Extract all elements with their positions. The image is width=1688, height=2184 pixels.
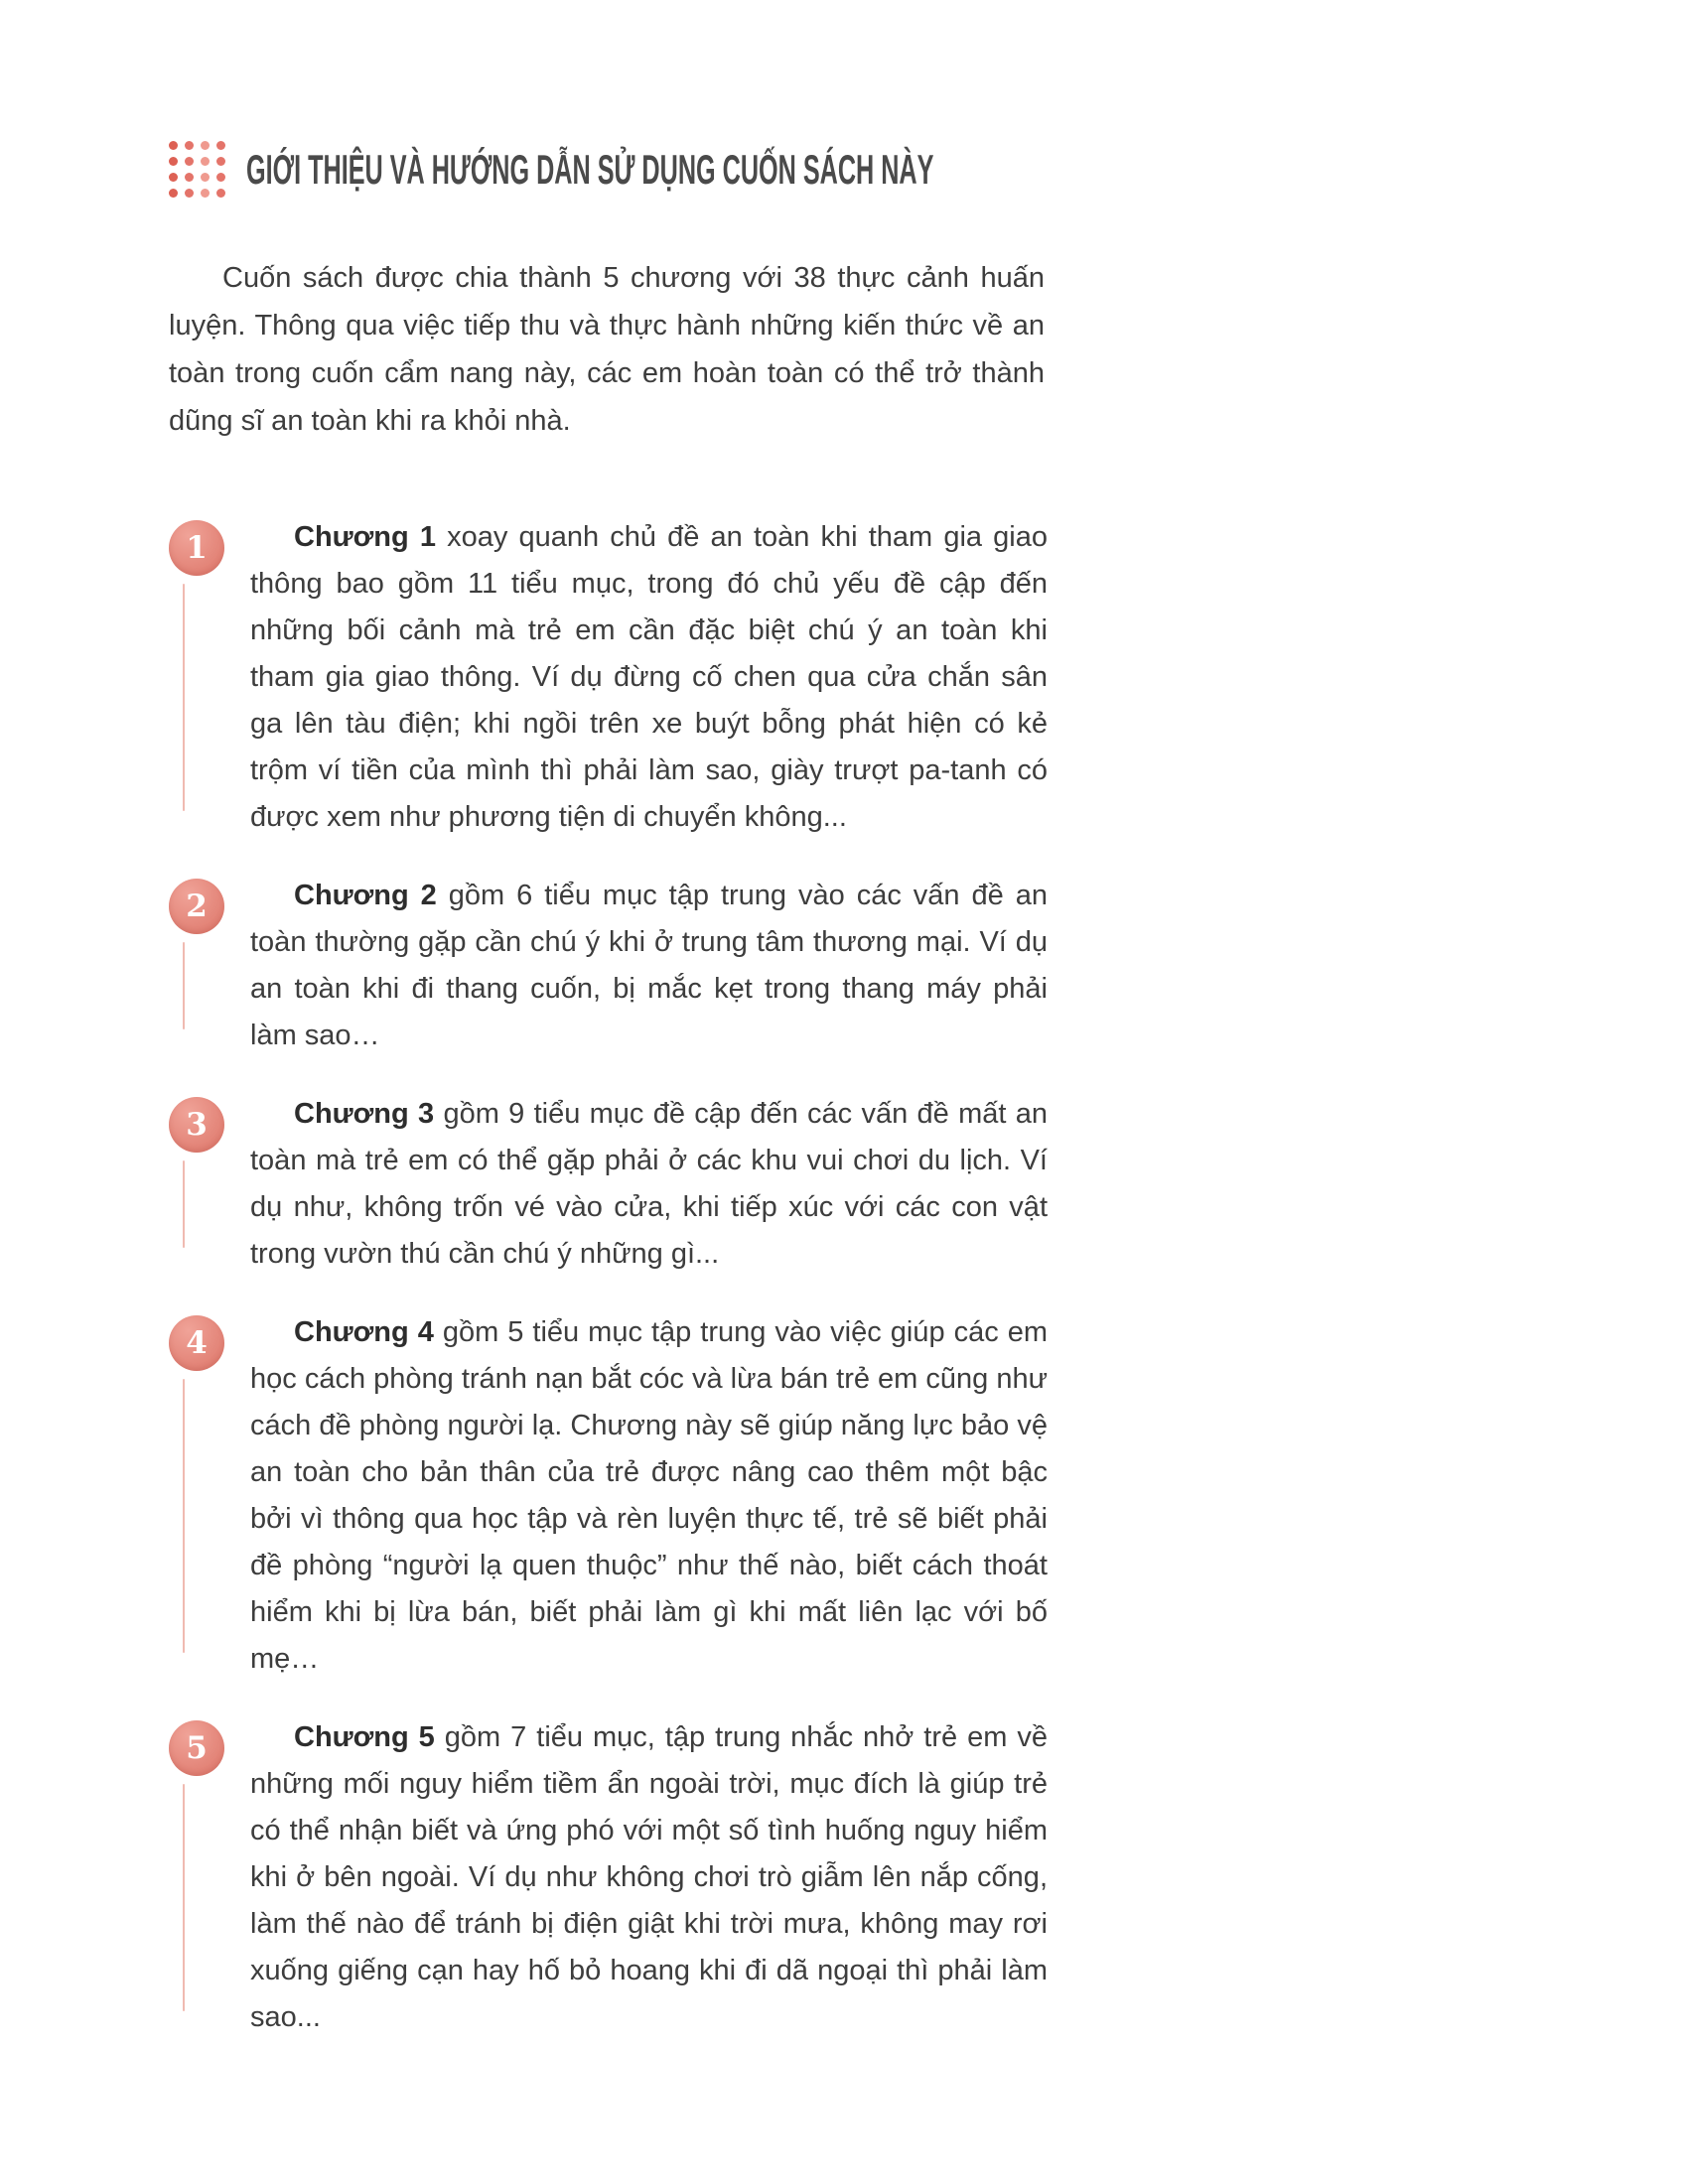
dots-grid-icon: [169, 141, 226, 199]
connector-line: [183, 942, 185, 1029]
connector-line: [183, 584, 185, 811]
connector-line: [183, 1160, 185, 1248]
chapter-label: Chương 4: [294, 1316, 434, 1348]
chapter-rail: [169, 1309, 250, 1703]
chapter-rail: [169, 873, 250, 1079]
chapter-item: [169, 873, 1048, 1079]
chapter-body: gồm 6 tiểu mục tập trung vào các vấn đề an toàn thường gặp cần chú ý khi ở trung tâm thương mại. Ví dụ an toàn khi đi thang cuốn, bị mắc kẹt trong thang máy phải làm sao…: [250, 880, 1048, 1051]
dot: [216, 189, 225, 198]
chapter-paragraph: [250, 1714, 1048, 2061]
dot: [201, 157, 210, 166]
dot: [216, 173, 225, 182]
chapter-label: Chương 5: [294, 1721, 435, 1753]
chapter-paragraph: [250, 873, 1048, 1079]
dot: [216, 157, 225, 166]
chapter-rail: [169, 514, 250, 861]
chapter-list: [169, 514, 1048, 2061]
chapter-number-badge: [169, 520, 224, 576]
chapter-number-badge: [169, 1097, 224, 1153]
chapter-number: 4: [186, 1325, 208, 1361]
dot: [169, 141, 178, 150]
dot: [169, 157, 178, 166]
chapter-body: gồm 5 tiểu mục tập trung vào việc giúp các em học cách phòng tránh nạn bắt cóc và lừa bán trẻ em cũng như cách đề phòng người lạ. Chương này sẽ giúp năng lực bảo vệ an toàn cho bản thân của trẻ được nâng cao thêm một bậc bởi vì thông qua học tập và rèn luyện thực tế, trẻ sẽ biết phải đề phòng “người lạ quen thuộc” như thế nào, biết cách thoát hiểm khi bị lừa bán, biết phải làm gì khi mất liên lạc với bố mẹ…: [250, 1316, 1049, 1675]
connector-line: [183, 1379, 185, 1653]
dot: [185, 173, 194, 182]
chapter-number: 5: [186, 1730, 208, 1766]
chapter-label: Chương 3: [294, 1098, 435, 1130]
chapter-rail: [169, 1091, 250, 1297]
chapter-item: [169, 1714, 1048, 2061]
chapter-body: gồm 7 tiểu mục, tập trung nhắc nhở trẻ em về những mối nguy hiểm tiềm ẩn ngoài trời, mục đích là giúp trẻ có thể nhận biết và ứng phó với một số tình huống nguy hiểm khi ở bên ngoài. Ví dụ như không chơi trò giẫm lên nắp cống, làm thế nào để tránh bị điện giật khi trời mưa, không may rơi xuống giếng cạn hay hố bỏ hoang khi đi dã ngoại thì phải làm sao...: [250, 1721, 1048, 2033]
chapter-label: Chương 2: [294, 880, 437, 911]
chapter-number: 3: [186, 1107, 208, 1143]
chapter-number: 1: [186, 530, 208, 566]
dot: [201, 141, 210, 150]
dot: [185, 141, 194, 150]
dot: [185, 157, 194, 166]
chapter-number-badge: [169, 1720, 224, 1776]
chapter-number: 2: [186, 888, 208, 924]
chapter-paragraph: [250, 1309, 1048, 1703]
chapter-body: xoay quanh chủ đề an toàn khi tham gia giao thông bao gồm 11 tiểu mục, trong đó chủ yếu đề cập đến những bối cảnh mà trẻ em cần đặc biệt chú ý an toàn khi tham gia giao thông. Ví dụ đừng cố chen qua cửa chắn sân ga lên tàu điện; khi ngồi trên xe buýt bỗng phát hiện có kẻ trộm ví tiền của mình thì phải làm sao, giày trượt pa-tanh có được xem như phương tiện di chuyển không...: [250, 521, 1048, 833]
chapter-paragraph: [250, 1091, 1048, 1297]
section-header: [169, 141, 1048, 199]
connector-line: [183, 1784, 185, 2011]
dot: [169, 173, 178, 182]
dot: [201, 189, 210, 198]
chapter-paragraph: [250, 514, 1048, 861]
chapter-label: Chương 1: [294, 521, 436, 553]
chapter-item: [169, 1091, 1048, 1297]
intro-paragraph: Cuốn sách được chia thành 5 chương với 38 thực cảnh huấn luyện. Thông qua việc tiếp thu và thực hành những kiến thức về an toàn trong cuốn cẩm nang này, các em hoàn toàn có thể trở thành dũng sĩ an toàn khi ra khỏi nhà.: [169, 262, 1045, 437]
chapter-item: [169, 1309, 1048, 1703]
dot: [201, 173, 210, 182]
chapter-rail: [169, 1714, 250, 2061]
chapter-item: [169, 514, 1048, 861]
page-title: GIỚI THIỆU VÀ HƯỚNG DẪN SỬ DỤNG CUỐN SÁCH NÀY: [246, 146, 934, 193]
chapter-body: gồm 9 tiểu mục đề cập đến các vấn đề mất an toàn mà trẻ em có thể gặp phải ở các khu vui chơi du lịch. Ví dụ như, không trốn vé vào cửa, khi tiếp xúc với các con vật trong vườn thú cần chú ý những gì...: [250, 1098, 1048, 1270]
dot: [216, 141, 225, 150]
chapter-number-badge: [169, 1315, 224, 1371]
dot: [169, 189, 178, 198]
dot: [185, 189, 194, 198]
chapter-number-badge: [169, 879, 224, 934]
